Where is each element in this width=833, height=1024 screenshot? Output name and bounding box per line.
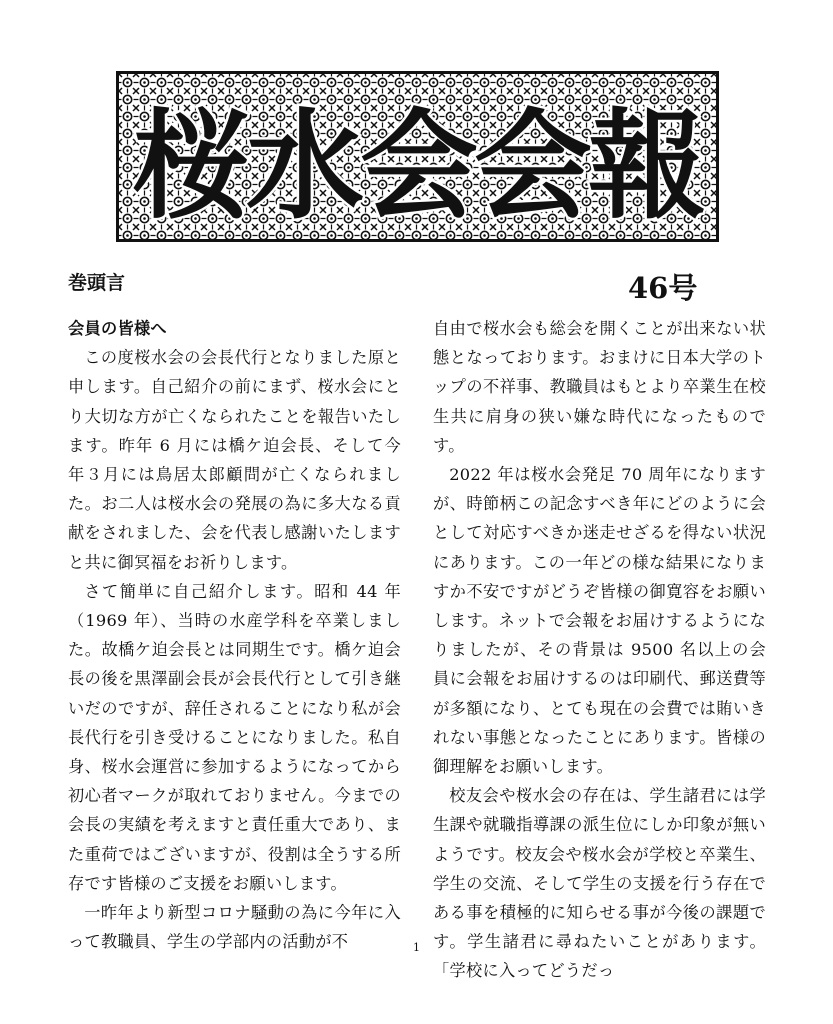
- left-column: [68, 314, 401, 956]
- issue-number: 46号: [628, 271, 698, 305]
- paragraph: さて簡単に自己紹介します。昭和 44 年（1969 年）、当時の水産学科を卒業しました。故橋ケ迫会長とは同期生です。橋ケ迫会長の後を黒澤副会長が会長代行として引き継いだのですが、辞任されることになり私が会長代行を引き受けることになりました。私自身、桜水会運営に参加するようになってから初心者マークが取れておりません。今までの会長の実績を考えますと責任重大であり、また重荷ではございますが、役割は全うする所存です皆様のご支援をお願いします。: [68, 581, 401, 893]
- masthead-title: 桜水会会報: [131, 96, 703, 235]
- masthead-banner: [116, 71, 719, 242]
- paragraph: 自由で桜水会も総会を開くことが出来ない状態となっております。おまけに日本大学のトップの不祥事、教職員はもとより卒業生在校生共に肩身の狭い嫌な時代になったものです。: [433, 319, 766, 455]
- page-number: 1: [413, 941, 420, 954]
- right-column: [433, 314, 766, 986]
- paragraph: 一昨年より新型コロナ騒動の為に今年に入って教職員、学生の学部内の活動が不: [68, 903, 401, 952]
- greeting-heading: 会員の皆様へ: [68, 319, 167, 338]
- section-label: 巻頭言: [68, 272, 126, 294]
- paragraph: この度桜水会の会長代行となりました原と申します。自己紹介の前にまず、桜水会にとり大切な方が亡くなられたことを報告いたします。昨年 6 月には橋ケ迫会長、そして今年３月には鳥居太郎顧問が亡くなられました。お二人は桜水会の発展の為に多大なる貢献をされました、会を代表し感謝いたしますと共に御冥福をお祈りします。: [68, 348, 401, 572]
- masthead-artwork: [119, 74, 716, 239]
- paragraph: 校友会や桜水会の存在は、学生諸君には学生課や就職指導課の派生位にしか印象が無いようです。校友会や桜水会が学校と卒業生、学生の交流、そして学生の支援を行う存在である事を積極的に知らせる事が今後の課題です。学生諸君に尋ねたいことがあります。「学校に入ってどうだっ: [433, 786, 766, 981]
- paragraph: 2022 年は桜水会発足 70 周年になりますが、時節柄この記念すべき年にどのように会として対応すべきか迷走せざるを得ない状況にあります。この一年どの様な結果になりますか不安ですがどうぞ皆様の御寛容をお願いします。ネットで会報をお届けするようになりましたが、その背景は 9500 名以上の会員に会報をお届けするのは印刷代、郵送費等が多額になり、とても現在の会費では賄いきれない事態となったことにあります。皆様の御理解をお願いします。: [433, 465, 766, 777]
